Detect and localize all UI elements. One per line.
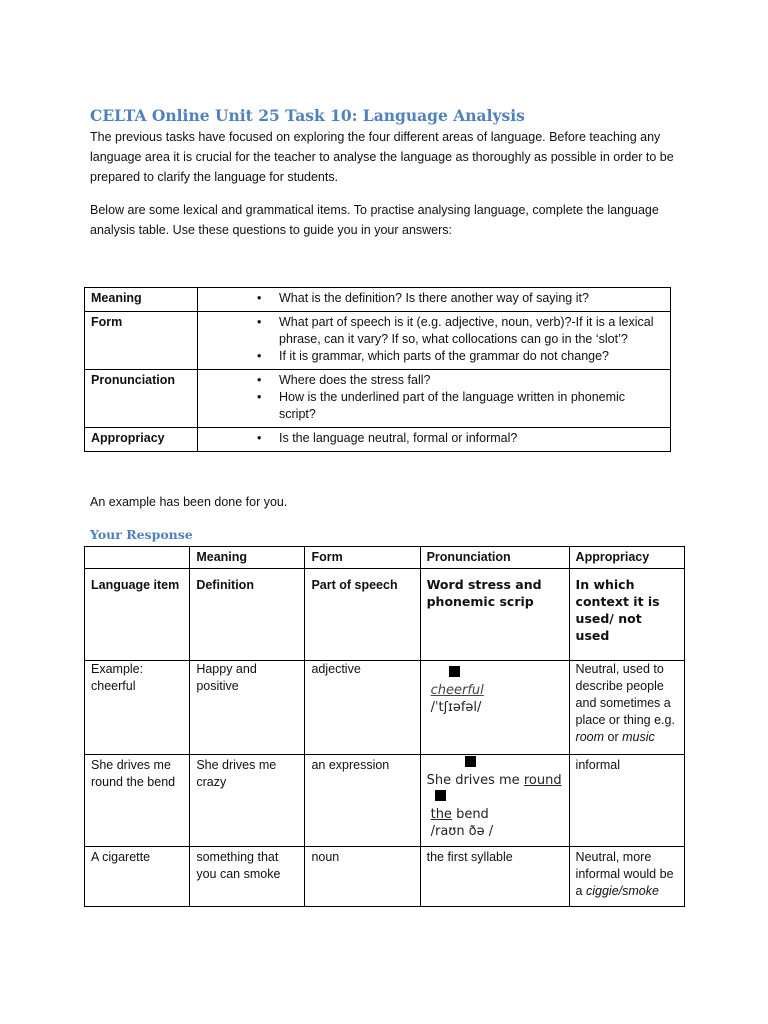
- pron-word: cheerful: [430, 683, 484, 698]
- guide-question: • How is the underlined part of the language written in phonemic script?: [279, 389, 664, 423]
- intro-paragraph: The previous tasks have focused on exploring the four different areas of language. Before teaching any language area it is crucial for the teacher to analyse the language as thoroughly as possible in order to be prepared to clarify the language for students.: [90, 130, 674, 184]
- guide-questions-form: [198, 312, 671, 370]
- pron-bend: bend: [451, 807, 489, 822]
- page-title: CELTA Online Unit 25 Task 10: Language Analysis: [90, 106, 525, 125]
- response-table: [84, 546, 685, 907]
- stress-mark: [435, 790, 446, 801]
- example-note: An example has been done for you.: [90, 495, 288, 509]
- response-subheader-row: [85, 569, 685, 661]
- response-heading: Your Response: [90, 527, 193, 542]
- cell-pronunciation: the first syllable: [420, 847, 569, 907]
- guide-questions-pronunciation: [198, 370, 671, 428]
- cell-item: Example: cheerful: [85, 661, 190, 755]
- pron-phrase-line: [427, 772, 563, 789]
- subheader-part-of-speech: Part of speech: [305, 569, 420, 661]
- subheader-definition: Definition: [190, 569, 305, 661]
- subheader-context: In which context it is used/ not used: [569, 569, 684, 661]
- guide-question: • What part of speech is it (e.g. adjective, noun, verb)?-If it is a lexical phrase, can it vary? If so, what collocations can go in the ‘slot’?: [279, 314, 664, 348]
- response-row-cigarette: [85, 847, 685, 907]
- cell-item: She drives me round the bend: [85, 755, 190, 847]
- subheader-word-stress: Word stress and phonemic scrip: [420, 569, 569, 661]
- header-pronunciation: Pronunciation: [420, 547, 569, 569]
- appr-music: music: [622, 730, 655, 744]
- guide-questions-appropriacy: [198, 428, 671, 452]
- cell-meaning: She drives me crazy: [190, 755, 305, 847]
- guide-row-appropriacy: [85, 428, 671, 452]
- pron-round: round: [523, 773, 562, 788]
- response-row-cheerful: [85, 661, 685, 755]
- appr-text: Neutral, more informal would be a: [575, 850, 674, 898]
- guide-question: • Is the language neutral, formal or informal?: [279, 430, 664, 447]
- cell-pronunciation: [420, 755, 569, 847]
- cell-appropriacy: informal: [569, 755, 684, 847]
- header-appropriacy: Appropriacy: [569, 547, 684, 569]
- pron-phonemic: /ˈtʃɪəfəl/: [430, 700, 482, 715]
- guide-label-meaning: Meaning: [85, 288, 198, 312]
- appr-room: room: [575, 730, 605, 744]
- subheader-language-item: Language item: [85, 569, 190, 661]
- cell-meaning: Happy and positive: [190, 661, 305, 755]
- cell-form: noun: [305, 847, 420, 907]
- pron-text: She drives me: [426, 773, 524, 788]
- appr-or: or: [604, 730, 623, 744]
- header-form: Form: [305, 547, 420, 569]
- cell-form: adjective: [305, 661, 420, 755]
- guide-table: [84, 287, 671, 452]
- response-row-drives: [85, 755, 685, 847]
- guide-row-meaning: [85, 288, 671, 312]
- header-meaning: Meaning: [190, 547, 305, 569]
- header-empty-cell: [85, 547, 190, 569]
- guide-question: • What is the definition? Is there another way of saying it?: [279, 290, 664, 307]
- appr-alt: ciggie/smoke: [585, 884, 659, 898]
- guide-question: • If it is grammar, which parts of the grammar do not change?: [279, 348, 664, 365]
- stress-mark: [465, 756, 476, 767]
- cell-meaning: something that you can smoke: [190, 847, 305, 907]
- guide-label-pronunciation: Pronunciation: [85, 370, 198, 428]
- response-header-row: [85, 547, 685, 569]
- cell-form: an expression: [305, 755, 420, 847]
- guide-label-form: Form: [85, 312, 198, 370]
- stress-mark: [449, 666, 460, 677]
- guide-label-appropriacy: Appropriacy: [85, 428, 198, 452]
- cell-pronunciation: [420, 661, 569, 755]
- pron-phrase-line: [427, 806, 563, 823]
- guide-row-pronunciation: [85, 370, 671, 428]
- guide-question: • Where does the stress fall?: [279, 372, 664, 389]
- cell-item: A cigarette: [85, 847, 190, 907]
- pron-phonemic: /raʊn ðə /: [430, 824, 494, 839]
- cell-appropriacy: [569, 847, 684, 907]
- pron-the: the: [430, 807, 452, 822]
- guide-questions-meaning: [198, 288, 671, 312]
- appr-text: Neutral, used to describe people and sometimes a place or thing e.g.: [575, 662, 675, 727]
- cell-appropriacy: [569, 661, 684, 755]
- instructions-paragraph: Below are some lexical and grammatical items. To practise analysing language, complete the language analysis table. Use these questions to guide you in your answers:: [90, 203, 659, 237]
- guide-row-form: [85, 312, 671, 370]
